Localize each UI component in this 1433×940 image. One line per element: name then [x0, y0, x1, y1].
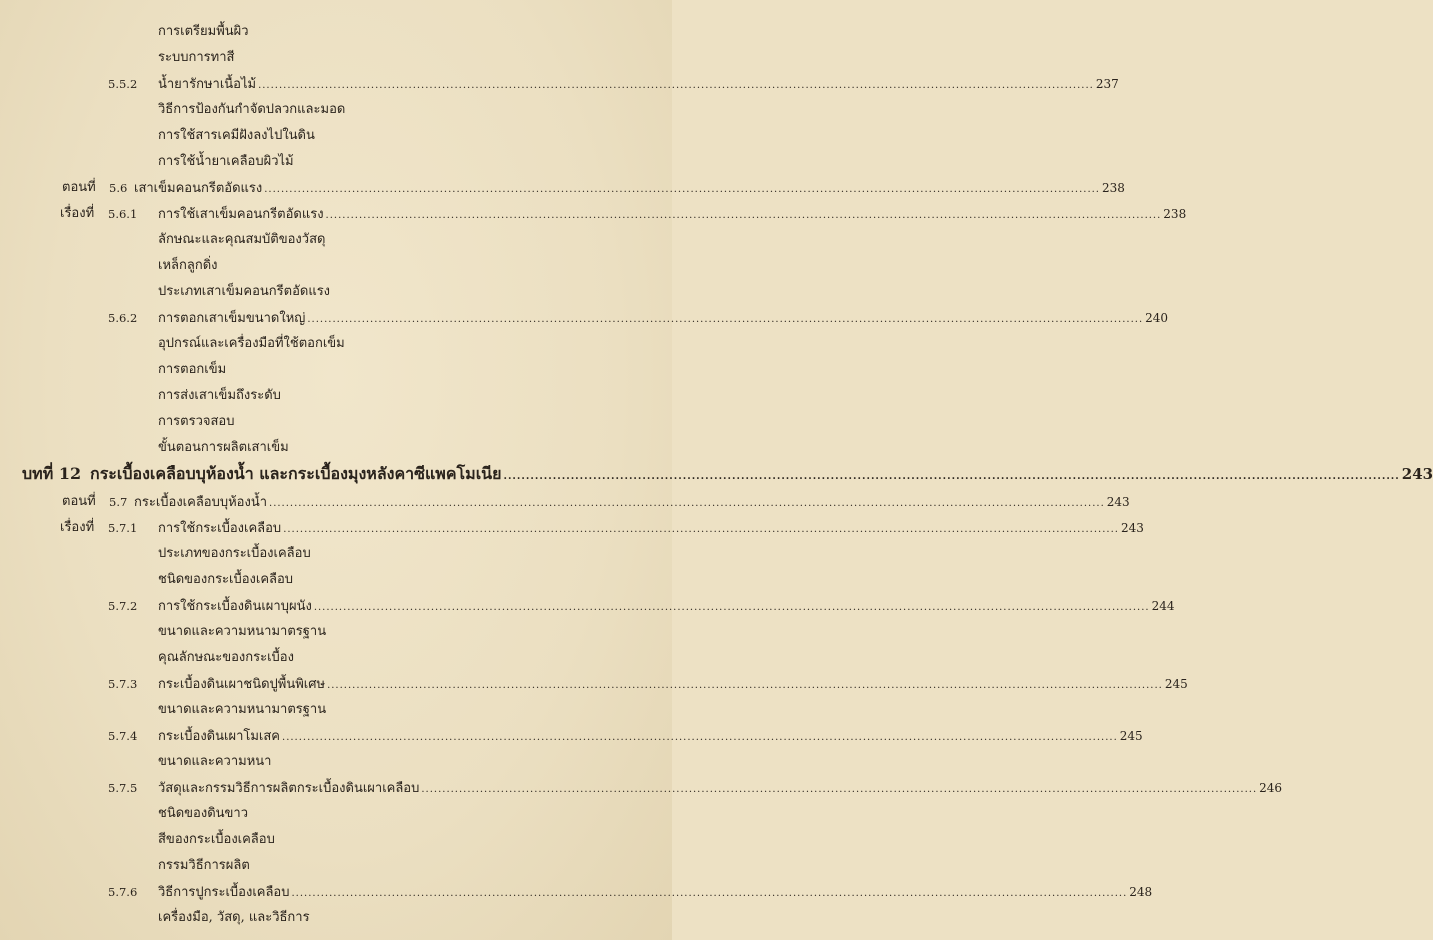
- entry-title: การใช้เสาเข็มคอนกรีตอัดแรง: [158, 207, 324, 222]
- page-number: 245: [1119, 729, 1143, 743]
- subtopic-text: ชนิดของดินขาว: [158, 806, 249, 821]
- section-number: 5.7.2: [108, 599, 138, 613]
- toc-entry: [0, 175, 1125, 201]
- toc-subtopic: [0, 435, 672, 461]
- entry-title: กระเบื้องดินเผาชนิดปูพื้นพิเศษ: [158, 677, 326, 692]
- toc-entry: [0, 305, 1169, 331]
- toc-entry: [0, 879, 1153, 905]
- section-number: 5.6: [109, 181, 128, 195]
- toc-subtopic: [0, 827, 672, 853]
- page-number: 246: [1259, 781, 1283, 795]
- page-number: 243: [1120, 521, 1144, 535]
- page-number: 238: [1101, 181, 1125, 195]
- entry-leader: [158, 305, 1169, 333]
- chapter-label: บทที่ 12: [22, 464, 82, 483]
- entry-title: น้ำยารักษาเนื้อไม้: [158, 77, 257, 92]
- toc-entry: [0, 775, 1283, 801]
- subtopic-text: การส่งเสาเข็มถึงระดับ: [158, 388, 281, 403]
- entry-title: การตอกเสาเข็มขนาดใหญ่: [158, 311, 306, 326]
- toc-subtopic: [0, 853, 672, 879]
- dot-leader: ........................................................................................................................................................................................................: [327, 680, 1163, 691]
- page-number: 243: [1401, 465, 1433, 483]
- toc-subtopic: [0, 619, 672, 645]
- toc-subtopic: [0, 383, 672, 409]
- toc-entry: [0, 593, 1175, 619]
- subtopic-text: การเตรียมพื้นผิว: [158, 24, 249, 39]
- subtopic-text: ชนิดของกระเบื้องเคลือบ: [158, 572, 294, 587]
- dot-leader: ........................................................................................................................................................................................................: [269, 498, 1105, 509]
- dot-leader: ........................................................................................................................................................................................................: [264, 184, 1100, 195]
- toc-subtopic: [0, 19, 672, 45]
- toc-subtopic: [0, 279, 672, 305]
- subtopic-text: เครื่องมือ, วัสดุ, และวิธีการ: [158, 910, 310, 925]
- toc-subtopic: [0, 801, 672, 827]
- section-number: 5.5.2: [108, 77, 138, 91]
- entry-leader: [134, 175, 1125, 203]
- toc-subtopic: [0, 409, 672, 435]
- page-number: 245: [1164, 677, 1188, 691]
- toc-entry: [0, 489, 1130, 515]
- section-number: 5.7.3: [108, 677, 138, 691]
- toc-subtopic: [0, 45, 672, 71]
- entry-leader: [158, 671, 1188, 699]
- toc-subtopic: [0, 749, 672, 775]
- subtopic-text: ขนาดและความหนามาตรฐาน: [158, 624, 327, 639]
- subtopic-text: ระบบการทาสี: [158, 50, 235, 65]
- subtopic-text: การใช้น้ำยาเคลือบผิวไม้: [158, 154, 294, 169]
- toc-subtopic: [0, 149, 672, 175]
- toc-subtopic: [0, 541, 672, 567]
- entry-title: วัสดุและกรรมวิธีการผลิตกระเบื้องดินเผาเคลือบ: [158, 781, 420, 796]
- dot-leader: ........................................................................................................................................................................................................: [421, 784, 1258, 795]
- subtopic-text: เหล็กลูกดิ่ง: [158, 258, 218, 273]
- toc-subtopic: [0, 357, 672, 383]
- section-number: 5.6.1: [108, 207, 138, 221]
- chapter-heading: [0, 459, 1433, 489]
- toc-subtopic: [0, 331, 672, 357]
- toc-entry: [0, 671, 1188, 697]
- dot-leader: ........................................................................................................................................................................................................: [325, 210, 1162, 221]
- subtopic-text: การตอกเข็ม: [158, 362, 227, 377]
- toc-subtopic: [0, 697, 672, 723]
- toc-entry: [0, 723, 1143, 749]
- section-number: 5.6.2: [108, 311, 138, 325]
- subtopic-text: คุณลักษณะของกระเบื้อง: [158, 650, 294, 665]
- toc-subtopic: [0, 567, 672, 593]
- dot-leader: ........................................................................................................................................................................................................: [503, 471, 1400, 482]
- page-number: 248: [1129, 885, 1153, 899]
- entry-title: กระเบื้องดินเผาโมเสค: [158, 729, 281, 744]
- toc-entry: [0, 515, 1144, 541]
- entry-leader: [158, 593, 1175, 621]
- page-number: 243: [1106, 495, 1130, 509]
- subtopic-text: กรรมวิธีการผลิต: [158, 858, 250, 873]
- subtopic-text: ขั้นตอนการผลิตเสาเข็ม: [158, 440, 289, 455]
- dot-leader: ........................................................................................................................................................................................................: [307, 314, 1144, 325]
- page-number: 244: [1151, 599, 1175, 613]
- dot-leader: ........................................................................................................................................................................................................: [283, 524, 1119, 535]
- subtopic-text: วิธีการป้องกันกำจัดปลวกและมอด: [158, 102, 346, 117]
- subtopic-text: ประเภทของกระเบื้องเคลือบ: [158, 546, 311, 561]
- entry-title: การใช้กระเบื้องดินเผาบุผนัง: [158, 599, 312, 614]
- page-number: 240: [1145, 311, 1169, 325]
- page-number: 237: [1095, 77, 1119, 91]
- toc-subtopic: [0, 905, 672, 931]
- entry-label: ตอนที่: [62, 180, 96, 195]
- entry-title: เสาเข็มคอนกรีตอัดแรง: [134, 181, 263, 196]
- entry-leader: [90, 459, 1433, 492]
- entry-leader: [158, 201, 1187, 229]
- dot-leader: ........................................................................................................................................................................................................: [258, 80, 1094, 91]
- toc-subtopic: [0, 253, 672, 279]
- entry-label: เรื่องที่: [60, 520, 95, 535]
- entry-title: กระเบื้องเคลือบบุห้องน้ำ และกระเบื้องมุงหลังคาซีแพคโมเนีย: [90, 464, 502, 483]
- section-number: 5.7.6: [108, 885, 138, 899]
- subtopic-text: ประเภทเสาเข็มคอนกรีตอัดแรง: [158, 284, 331, 299]
- subtopic-text: การใช้สารเคมีฝังลงไปในดิน: [158, 128, 315, 143]
- page-number: 238: [1163, 207, 1187, 221]
- subtopic-text: ลักษณะและคุณสมบัติของวัสดุ: [158, 232, 326, 247]
- entry-leader: [134, 489, 1130, 517]
- toc-subtopic: [0, 123, 672, 149]
- entry-title: การใช้กระเบื้องเคลือบ: [158, 521, 282, 536]
- subtopic-text: ขนาดและความหนามาตรฐาน: [158, 702, 327, 717]
- entry-leader: [158, 775, 1283, 803]
- section-number: 5.7.1: [108, 521, 138, 535]
- entry-leader: [158, 71, 1119, 99]
- dot-leader: ........................................................................................................................................................................................................: [291, 888, 1128, 899]
- entry-leader: [158, 879, 1153, 907]
- toc-subtopic: [0, 227, 672, 253]
- subtopic-text: อุปกรณ์และเครื่องมือที่ใช้ตอกเข็ม: [158, 336, 345, 351]
- dot-leader: ........................................................................................................................................................................................................: [313, 602, 1150, 613]
- entry-label: ตอนที่: [62, 494, 96, 509]
- subtopic-text: สีของกระเบื้องเคลือบ: [158, 832, 275, 847]
- toc-entry: [0, 201, 1187, 227]
- section-number: 5.7.5: [108, 781, 138, 795]
- section-number: 5.7: [109, 495, 128, 509]
- dot-leader: ........................................................................................................................................................................................................: [282, 732, 1118, 743]
- entry-leader: [158, 723, 1143, 751]
- entry-leader: [158, 515, 1144, 543]
- entry-title: กระเบื้องเคลือบบุห้องน้ำ: [134, 495, 268, 510]
- subtopic-text: ขนาดและความหนา: [158, 754, 272, 769]
- section-number: 5.7.4: [108, 729, 138, 743]
- toc-entry: [0, 71, 1119, 97]
- toc-subtopic: [0, 97, 672, 123]
- toc-subtopic: [0, 645, 672, 671]
- subtopic-text: การตรวจสอบ: [158, 414, 235, 429]
- entry-title: วิธีการปูกระเบื้องเคลือบ: [158, 885, 290, 900]
- entry-label: เรื่องที่: [60, 206, 95, 221]
